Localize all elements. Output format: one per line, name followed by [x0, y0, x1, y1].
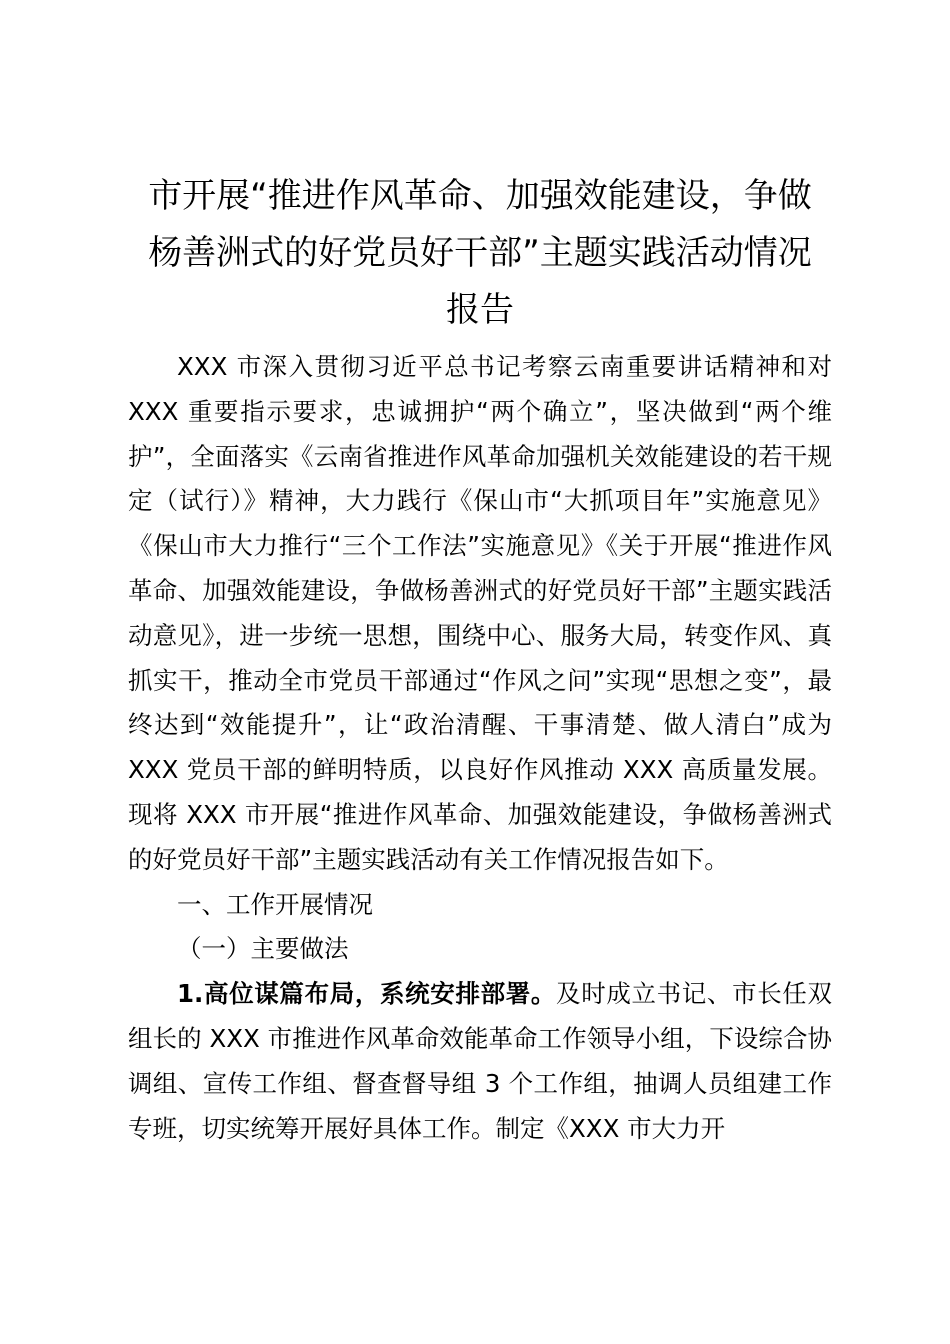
section-heading-1: 一、工作开展情况: [177, 889, 373, 919]
document-page: [128, 168, 832, 1151]
item-1-paragraph: [128, 972, 832, 1151]
title-line-3: 报告: [446, 290, 514, 330]
section-heading-2: （一）主要做法: [177, 934, 349, 964]
item-1-lead: 1.高位谋篇布局，系统安排部署。: [177, 979, 557, 1009]
title-line-1: 市开展“推进作风革命、加强效能建设，争做: [148, 176, 812, 216]
document-title: [128, 168, 832, 339]
intro-paragraph: XXX 市深入贯彻习近平总书记考察云南重要讲话精神和对 XXX 重要指示要求，忠诚拥护“两个确立”，坚决做到“两个维护”，全面落实《云南省推进作风革命加强机关效能建设的若干规定（试行）》精神，大力践行《保山市“大抓项目年”实施意见》《保山市大力推行“三个工作法”实施意见》《关于开展“推进作风革命、加强效能建设，争做杨善洲式的好党员好干部”主题实践活动意见》，进一步统一思想，围绕中心、服务大局，转变作风、真抓实干，推动全市党员干部通过“作风之问”实现“思想之变”，最终达到“效能提升”，让“政治清醒、干事清楚、做人清白”成为 XXX 党员干部的鲜明特质，以良好作风推动 XXX 高质量发展。现将 XXX 市开展“推进作风革命、加强效能建设，争做杨善洲式的好党员好干部”主题实践活动有关工作情况报告如下。: [128, 352, 832, 874]
item-1-text: 及时成立书记、市长任双组长的 XXX 市推进作风革命效能革命工作领导小组，下设综合协调组、宣传工作组、督查督导组 3 个工作组，抽调人员组建工作专班，切实统筹开展好具体工作。制定《XXX 市大力开: [128, 979, 833, 1143]
title-line-2: 杨善洲式的好党员好干部”主题实践活动情况: [148, 233, 812, 273]
